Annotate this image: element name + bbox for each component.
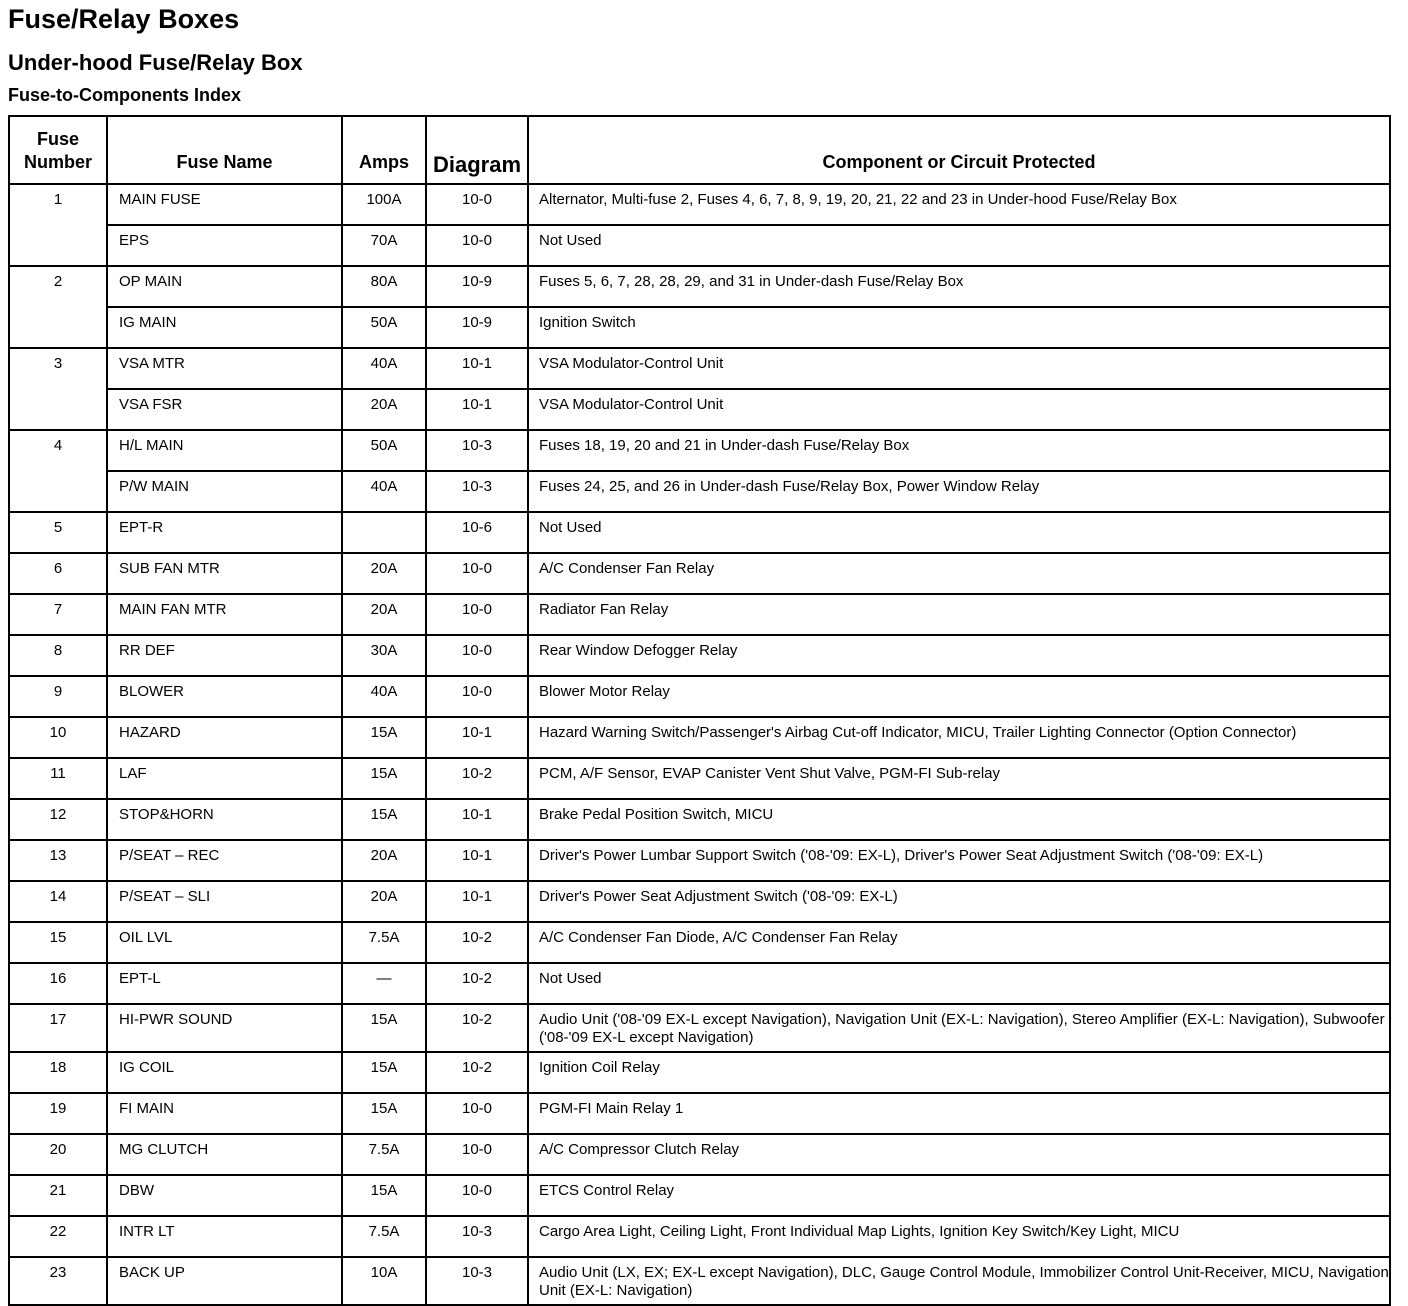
fuse-number-cell: 6 (9, 553, 107, 594)
fuse-name-cell: P/W MAIN (107, 471, 342, 512)
fuse-name-cell: H/L MAIN (107, 430, 342, 471)
fuse-number-cell: 11 (9, 758, 107, 799)
amps-cell: 100A (342, 184, 426, 225)
component-cell: Ignition Coil Relay (528, 1052, 1390, 1093)
table-row (9, 553, 1390, 594)
fuse-name-cell: HI-PWR SOUND (107, 1004, 342, 1052)
table-row (9, 307, 1390, 348)
fuse-name-cell: RR DEF (107, 635, 342, 676)
component-cell: Fuses 18, 19, 20 and 21 in Under-dash Fuse/Relay Box (528, 430, 1390, 471)
component-cell: Brake Pedal Position Switch, MICU (528, 799, 1390, 840)
index-title: Fuse-to-Components Index (8, 85, 241, 105)
fuse-name-cell: BLOWER (107, 676, 342, 717)
header-component: Component or Circuit Protected (528, 116, 1390, 184)
fuse-name-cell: INTR LT (107, 1216, 342, 1257)
diagram-cell: 10-0 (426, 676, 528, 717)
diagram-cell: 10-1 (426, 348, 528, 389)
diagram-cell: 10-0 (426, 225, 528, 266)
amps-cell (342, 512, 426, 553)
amps-cell: 50A (342, 307, 426, 348)
fuse-name-cell: VSA MTR (107, 348, 342, 389)
diagram-cell: 10-1 (426, 717, 528, 758)
diagram-cell: 10-3 (426, 430, 528, 471)
table-row (9, 348, 1390, 389)
component-cell: PGM-FI Main Relay 1 (528, 1093, 1390, 1134)
amps-cell: 15A (342, 717, 426, 758)
fuse-name-cell: P/SEAT – SLI (107, 881, 342, 922)
component-cell: Driver's Power Lumbar Support Switch ('08-'09: EX-L), Driver's Power Seat Adjustment Switch ('08-'09: EX-L) (528, 840, 1390, 881)
fuse-number-cell: 16 (9, 963, 107, 1004)
fuse-name-cell: FI MAIN (107, 1093, 342, 1134)
fuse-name-cell: LAF (107, 758, 342, 799)
amps-cell: 7.5A (342, 1134, 426, 1175)
fuse-number-cell: 5 (9, 512, 107, 553)
component-cell: Blower Motor Relay (528, 676, 1390, 717)
diagram-cell: 10-1 (426, 881, 528, 922)
table-row (9, 225, 1390, 266)
fuse-name-cell: DBW (107, 1175, 342, 1216)
amps-cell: 40A (342, 471, 426, 512)
fuse-number-cell: 18 (9, 1052, 107, 1093)
amps-cell: 20A (342, 553, 426, 594)
amps-cell: 15A (342, 1052, 426, 1093)
fuse-number-cell: 1 (9, 184, 107, 266)
amps-cell: 80A (342, 266, 426, 307)
diagram-cell: 10-1 (426, 840, 528, 881)
amps-cell: 10A (342, 1257, 426, 1305)
amps-cell: 7.5A (342, 1216, 426, 1257)
diagram-cell: 10-6 (426, 512, 528, 553)
header-fuse-name: Fuse Name (107, 116, 342, 184)
fuse-number-cell: 7 (9, 594, 107, 635)
fuse-number-cell: 12 (9, 799, 107, 840)
diagram-cell: 10-3 (426, 1216, 528, 1257)
table-row (9, 389, 1390, 430)
component-cell: Cargo Area Light, Ceiling Light, Front Individual Map Lights, Ignition Key Switch/Key Light, MICU (528, 1216, 1390, 1257)
fuse-number-cell: 14 (9, 881, 107, 922)
fuse-number-cell: 22 (9, 1216, 107, 1257)
table-row (9, 717, 1390, 758)
table-row (9, 1052, 1390, 1093)
table-row (9, 799, 1390, 840)
amps-cell: 40A (342, 348, 426, 389)
amps-cell: 20A (342, 594, 426, 635)
fuse-name-cell: MG CLUTCH (107, 1134, 342, 1175)
fuse-name-cell: OIL LVL (107, 922, 342, 963)
amps-cell: 15A (342, 1175, 426, 1216)
diagram-cell: 10-0 (426, 594, 528, 635)
fuse-name-cell: EPT-R (107, 512, 342, 553)
diagram-cell: 10-2 (426, 1004, 528, 1052)
component-cell: ETCS Control Relay (528, 1175, 1390, 1216)
diagram-cell: 10-2 (426, 758, 528, 799)
component-cell: Fuses 24, 25, and 26 in Under-dash Fuse/Relay Box, Power Window Relay (528, 471, 1390, 512)
amps-cell: 15A (342, 758, 426, 799)
fuse-number-cell: 21 (9, 1175, 107, 1216)
component-cell: Audio Unit ('08-'09 EX-L except Navigation), Navigation Unit (EX-L: Navigation), Stereo Amplifier (EX-L: Navigation), Subwoofer ('08-'09 EX-L except Navigation) (528, 1004, 1390, 1052)
fuse-name-cell: HAZARD (107, 717, 342, 758)
component-cell: Not Used (528, 963, 1390, 1004)
table-body (9, 184, 1390, 1305)
component-cell: Audio Unit (LX, EX; EX-L except Navigation), DLC, Gauge Control Module, Immobilizer Control Unit-Receiver, MICU, Navigation Unit (EX-L: Navigation) (528, 1257, 1390, 1305)
table-row (9, 922, 1390, 963)
diagram-cell: 10-0 (426, 1175, 528, 1216)
fuse-name-cell: OP MAIN (107, 266, 342, 307)
amps-cell: 15A (342, 799, 426, 840)
diagram-cell: 10-9 (426, 266, 528, 307)
fuse-name-cell: VSA FSR (107, 389, 342, 430)
table-row (9, 1134, 1390, 1175)
component-cell: VSA Modulator-Control Unit (528, 348, 1390, 389)
component-cell: Ignition Switch (528, 307, 1390, 348)
table-row (9, 594, 1390, 635)
amps-cell: 40A (342, 676, 426, 717)
table-row (9, 881, 1390, 922)
diagram-cell: 10-0 (426, 635, 528, 676)
fuse-name-cell: BACK UP (107, 1257, 342, 1305)
diagram-cell: 10-1 (426, 799, 528, 840)
diagram-cell: 10-3 (426, 471, 528, 512)
component-cell: Not Used (528, 512, 1390, 553)
table-row (9, 512, 1390, 553)
fuse-table (8, 115, 1391, 1306)
table-header-row (9, 116, 1390, 184)
header-amps: Amps (342, 116, 426, 184)
fuse-name-cell: IG COIL (107, 1052, 342, 1093)
component-cell: Fuses 5, 6, 7, 28, 28, 29, and 31 in Under-dash Fuse/Relay Box (528, 266, 1390, 307)
fuse-name-cell: P/SEAT – REC (107, 840, 342, 881)
fuse-number-cell: 2 (9, 266, 107, 348)
component-cell: Driver's Power Seat Adjustment Switch ('08-'09: EX-L) (528, 881, 1390, 922)
component-cell: Radiator Fan Relay (528, 594, 1390, 635)
fuse-number-cell: 10 (9, 717, 107, 758)
diagram-cell: 10-0 (426, 184, 528, 225)
diagram-cell: 10-2 (426, 922, 528, 963)
table-row (9, 1216, 1390, 1257)
table-row (9, 1175, 1390, 1216)
amps-cell: 30A (342, 635, 426, 676)
diagram-cell: 10-2 (426, 963, 528, 1004)
fuse-number-cell: 4 (9, 430, 107, 512)
amps-cell: — (342, 963, 426, 1004)
fuse-name-cell: MAIN FAN MTR (107, 594, 342, 635)
fuse-name-cell: EPS (107, 225, 342, 266)
table-row (9, 676, 1390, 717)
table-row (9, 1257, 1390, 1305)
table-row (9, 184, 1390, 225)
component-cell: A/C Compressor Clutch Relay (528, 1134, 1390, 1175)
fuse-number-cell: 23 (9, 1257, 107, 1305)
fuse-number-cell: 19 (9, 1093, 107, 1134)
diagram-cell: 10-1 (426, 389, 528, 430)
table-row (9, 758, 1390, 799)
fuse-name-cell: IG MAIN (107, 307, 342, 348)
fuse-name-cell: MAIN FUSE (107, 184, 342, 225)
header-diagram: Diagram (426, 116, 528, 184)
table-row (9, 840, 1390, 881)
amps-cell: 7.5A (342, 922, 426, 963)
component-cell: PCM, A/F Sensor, EVAP Canister Vent Shut Valve, PGM-FI Sub-relay (528, 758, 1390, 799)
fuse-number-cell: 15 (9, 922, 107, 963)
amps-cell: 20A (342, 389, 426, 430)
fuse-number-cell: 17 (9, 1004, 107, 1052)
amps-cell: 70A (342, 225, 426, 266)
diagram-cell: 10-9 (426, 307, 528, 348)
diagram-cell: 10-0 (426, 1093, 528, 1134)
component-cell: Alternator, Multi-fuse 2, Fuses 4, 6, 7, 8, 9, 19, 20, 21, 22 and 23 in Under-hood Fuse/Relay Box (528, 184, 1390, 225)
table-row (9, 635, 1390, 676)
page-title: Fuse/Relay Boxes (8, 4, 240, 34)
table-row (9, 963, 1390, 1004)
component-cell: Rear Window Defogger Relay (528, 635, 1390, 676)
table-row (9, 471, 1390, 512)
fuse-number-cell: 9 (9, 676, 107, 717)
component-cell: Not Used (528, 225, 1390, 266)
fuse-name-cell: SUB FAN MTR (107, 553, 342, 594)
amps-cell: 15A (342, 1093, 426, 1134)
diagram-cell: 10-3 (426, 1257, 528, 1305)
table-row (9, 1004, 1390, 1052)
table-row (9, 266, 1390, 307)
amps-cell: 20A (342, 881, 426, 922)
fuse-name-cell: STOP&HORN (107, 799, 342, 840)
header-fuse-number: Fuse Number (9, 116, 107, 184)
fuse-number-cell: 20 (9, 1134, 107, 1175)
section-title: Under-hood Fuse/Relay Box (8, 50, 303, 75)
fuse-number-cell: 3 (9, 348, 107, 430)
component-cell: A/C Condenser Fan Diode, A/C Condenser Fan Relay (528, 922, 1390, 963)
amps-cell: 20A (342, 840, 426, 881)
fuse-name-cell: EPT-L (107, 963, 342, 1004)
fuse-number-cell: 8 (9, 635, 107, 676)
fuse-number-cell: 13 (9, 840, 107, 881)
diagram-cell: 10-0 (426, 1134, 528, 1175)
amps-cell: 15A (342, 1004, 426, 1052)
table-row (9, 430, 1390, 471)
component-cell: Hazard Warning Switch/Passenger's Airbag Cut-off Indicator, MICU, Trailer Lighting Connector (Option Connector) (528, 717, 1390, 758)
component-cell: A/C Condenser Fan Relay (528, 553, 1390, 594)
component-cell: VSA Modulator-Control Unit (528, 389, 1390, 430)
amps-cell: 50A (342, 430, 426, 471)
diagram-cell: 10-2 (426, 1052, 528, 1093)
diagram-cell: 10-0 (426, 553, 528, 594)
